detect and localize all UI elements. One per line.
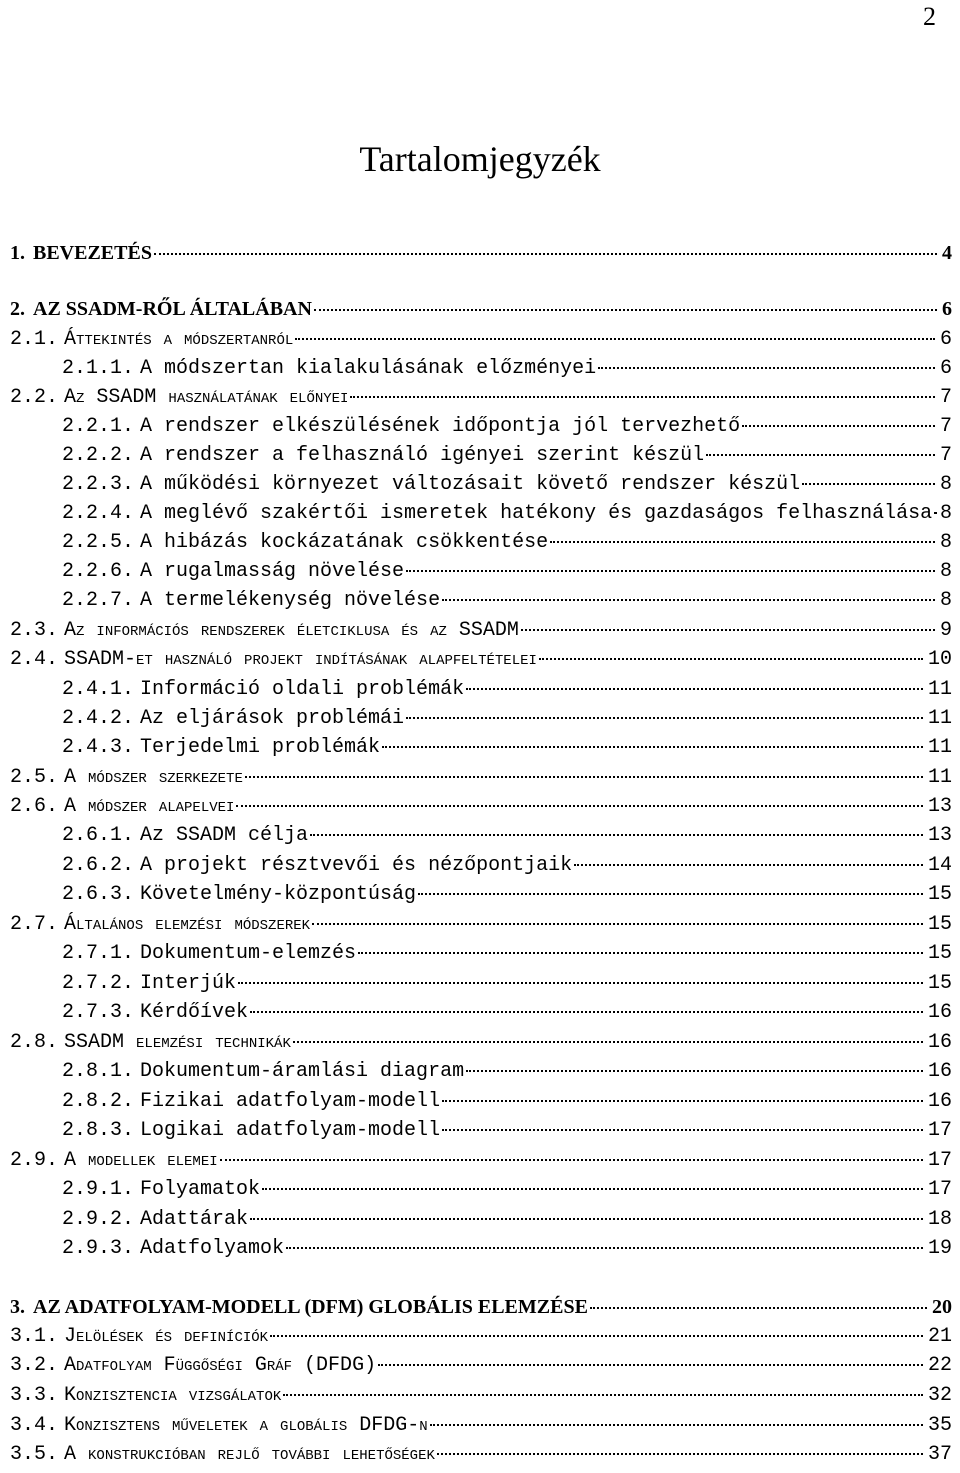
toc-entry-page: 6 xyxy=(939,328,952,351)
toc-entry[interactable] xyxy=(0,415,960,445)
toc-entry-number: 2.2.7. xyxy=(62,589,135,612)
toc-entry-page: 21 xyxy=(927,1325,952,1348)
toc-entry-title: Jelölések és definíciók xyxy=(64,1325,269,1348)
toc-entry[interactable] xyxy=(0,678,960,708)
toc-entry-page: 32 xyxy=(927,1384,952,1407)
toc-entry-title: A rendszer elkészülésének időpontja jól tervezhető xyxy=(140,415,741,438)
toc-entry[interactable] xyxy=(0,766,960,796)
toc-entry-page: 8 xyxy=(939,589,952,612)
toc-entry-page: 7 xyxy=(939,444,952,467)
toc-entry[interactable] xyxy=(0,502,960,532)
toc-entry-number: 2.7.1. xyxy=(62,942,135,965)
toc-entry[interactable] xyxy=(0,972,960,1002)
toc-entry[interactable] xyxy=(0,619,960,649)
toc-entry[interactable] xyxy=(0,473,960,503)
toc-dot-leader xyxy=(934,512,935,514)
toc-entry[interactable] xyxy=(0,1354,960,1384)
toc-entry-number: 3.3. xyxy=(10,1384,59,1407)
toc-entry-page: 19 xyxy=(927,1237,952,1260)
toc-dot-leader xyxy=(598,367,935,369)
toc-entry-title: Interjúk xyxy=(140,972,237,995)
toc-dot-leader xyxy=(574,864,923,866)
toc-entry-title: AZ SSADM-RŐL ÁLTALÁBAN xyxy=(33,298,312,320)
toc-entry-number: 3.4. xyxy=(10,1414,59,1437)
toc-entry-title: SSADM elemzési technikák xyxy=(64,1031,291,1054)
toc-entry-title: A módszertan kialakulásának előzményei xyxy=(140,357,597,380)
toc-entry-number: 2.1. xyxy=(10,328,59,351)
toc-entry-title: Az információs rendszerek életciklusa és az SSADM xyxy=(64,619,519,642)
toc-entry[interactable] xyxy=(0,1384,960,1414)
toc-entry-page: 11 xyxy=(927,766,952,789)
toc-entry-page: 37 xyxy=(927,1443,952,1466)
toc-entry[interactable] xyxy=(0,560,960,590)
toc-entry-title: Dokumentum-elemzés xyxy=(140,942,357,965)
toc-entry-number: 2.4.3. xyxy=(62,736,135,759)
toc-dot-leader xyxy=(262,1188,923,1190)
toc-entry-page: 15 xyxy=(927,972,952,995)
toc-entry[interactable] xyxy=(0,242,960,272)
toc-entry-title: Információ oldali problémák xyxy=(140,678,465,701)
toc-entry[interactable] xyxy=(0,913,960,943)
toc-entry[interactable] xyxy=(0,883,960,913)
toc-entry-title: A modellek elemei xyxy=(64,1149,218,1172)
toc-entry-page: 7 xyxy=(939,415,952,438)
toc-dot-leader xyxy=(238,982,923,984)
toc-entry-page: 11 xyxy=(927,736,952,759)
toc-dot-leader xyxy=(270,1335,923,1337)
toc-dot-leader xyxy=(442,1129,923,1131)
toc-entry-title: Terjedelmi problémák xyxy=(140,736,381,759)
toc-dot-leader xyxy=(539,658,923,660)
toc-entry-page: 14 xyxy=(927,854,952,877)
toc-entry-title: A termelékenység növelése xyxy=(140,589,441,612)
toc-entry[interactable] xyxy=(0,589,960,619)
toc-entry-number: 2.4. xyxy=(10,648,59,671)
toc-entry-page: 16 xyxy=(927,1001,952,1024)
toc-entry-page: 17 xyxy=(927,1149,952,1172)
toc-entry-title: A hibázás kockázatának csökkentése xyxy=(140,531,549,554)
page-title: Tartalomjegyzék xyxy=(359,139,601,179)
toc-entry-title: A rugalmasság növelése xyxy=(140,560,405,583)
toc-entry-number: 3.2. xyxy=(10,1354,59,1377)
toc-entry[interactable] xyxy=(0,1001,960,1031)
toc-entry-number: 2.9.1. xyxy=(62,1178,135,1201)
toc-entry-number: 2.4.1. xyxy=(62,678,135,701)
toc-entry[interactable] xyxy=(0,795,960,825)
toc-entry-page: 15 xyxy=(927,942,952,965)
toc-entry[interactable] xyxy=(0,444,960,474)
page-number: 2 xyxy=(923,2,936,31)
toc-entry-number: 2.8. xyxy=(10,1031,59,1054)
toc-entry-page: 6 xyxy=(942,298,952,320)
toc-entry-number: 2.2.2. xyxy=(62,444,135,467)
toc-entry-page: 7 xyxy=(939,386,952,409)
toc-dot-leader xyxy=(283,1394,923,1396)
toc-entry-number: 2.7. xyxy=(10,913,59,936)
toc-entry-number: 2.6. xyxy=(10,795,59,818)
toc-entry[interactable] xyxy=(0,531,960,561)
toc-entry-number: 2.9.3. xyxy=(62,1237,135,1260)
toc-dot-leader xyxy=(406,570,935,572)
toc-entry-title: Konzisztens műveletek a globális DFDG-n xyxy=(64,1414,428,1437)
toc-entry[interactable] xyxy=(0,1031,960,1061)
toc-entry-page: 13 xyxy=(927,795,952,818)
toc-entry-page: 35 xyxy=(927,1414,952,1437)
toc-entry-page: 6 xyxy=(939,357,952,380)
toc-entry-number: 2.2.1. xyxy=(62,415,135,438)
toc-dot-leader xyxy=(250,1218,923,1220)
toc-entry-number: 2.2.6. xyxy=(62,560,135,583)
toc-entry[interactable] xyxy=(0,298,960,328)
toc-entry-number: 2.4.2. xyxy=(62,707,135,730)
toc-entry-title: AZ ADATFOLYAM-MODELL (DFM) GLOBÁLIS ELEMZÉSE xyxy=(33,1296,588,1318)
toc-entry-title: Dokumentum-áramlási diagram xyxy=(140,1060,465,1083)
toc-dot-leader xyxy=(358,952,923,954)
toc-entry-number: 2. xyxy=(10,298,25,320)
toc-entry-title: A rendszer a felhasználó igényei szerint készül xyxy=(140,444,705,467)
toc-dot-leader xyxy=(550,541,935,543)
toc-entry-page: 8 xyxy=(939,473,952,496)
toc-entry[interactable] xyxy=(0,1149,960,1179)
toc-entry-title: A módszer alapelvei xyxy=(64,795,235,818)
toc-entry-number: 2.6.3. xyxy=(62,883,135,906)
toc-entry-page: 15 xyxy=(927,883,952,906)
toc-entry-number: 2.2.5. xyxy=(62,531,135,554)
toc-entry-title: SSADM-et használó projekt indításának alapfeltételei xyxy=(64,648,537,671)
toc-entry-page: 10 xyxy=(927,648,952,671)
toc-entry[interactable] xyxy=(0,1178,960,1208)
toc-entry[interactable] xyxy=(0,1443,960,1473)
toc-entry-page: 15 xyxy=(927,913,952,936)
toc-entry-title: A működési környezet változásait követő rendszer készül xyxy=(140,473,801,496)
toc-dot-leader xyxy=(378,1364,923,1366)
toc-entry-title: Az SSADM használatának előnyei xyxy=(64,386,349,409)
toc-entry-number: 2.1.1. xyxy=(62,357,135,380)
toc-dot-leader xyxy=(286,1247,923,1249)
toc-entry[interactable] xyxy=(0,1237,960,1267)
toc-entry-number: 2.6.1. xyxy=(62,824,135,847)
toc-entry-page: 18 xyxy=(927,1208,952,1231)
toc-entry-page: 16 xyxy=(927,1031,952,1054)
toc-entry-page: 13 xyxy=(927,824,952,847)
toc-entry-page: 11 xyxy=(927,707,952,730)
toc-entry[interactable] xyxy=(0,1060,960,1090)
toc-dot-leader xyxy=(154,253,937,255)
toc-entry-number: 2.2. xyxy=(10,386,59,409)
toc-entry-page: 8 xyxy=(939,531,952,554)
toc-dot-leader xyxy=(442,599,935,601)
toc-entry[interactable] xyxy=(0,854,960,884)
toc-dot-leader xyxy=(314,309,937,311)
toc-entry-title: Logikai adatfolyam-modell xyxy=(140,1119,441,1142)
toc-entry-page: 8 xyxy=(939,502,952,525)
toc-dot-leader xyxy=(437,1453,923,1455)
toc-dot-leader xyxy=(250,1011,923,1013)
toc-dot-leader xyxy=(742,425,935,427)
toc-entry-title: A projekt résztvevői és nézőpontjaik xyxy=(140,854,573,877)
toc-dot-leader xyxy=(312,923,923,925)
toc-entry-number: 1. xyxy=(10,242,25,264)
toc-entry-title: Követelmény-központúság xyxy=(140,883,417,906)
toc-entry-page: 11 xyxy=(927,678,952,701)
toc-dot-leader xyxy=(430,1424,923,1426)
toc-entry-page: 9 xyxy=(939,619,952,642)
toc-entry-title: Kérdőívek xyxy=(140,1001,249,1024)
toc-entry-page: 22 xyxy=(927,1354,952,1377)
toc-entry[interactable] xyxy=(0,942,960,972)
toc-dot-leader xyxy=(236,805,923,807)
toc-dot-leader xyxy=(220,1159,923,1161)
toc-entry-number: 2.8.3. xyxy=(62,1119,135,1142)
toc-entry-title: Adattárak xyxy=(140,1208,249,1231)
toc-entry-number: 2.9.2. xyxy=(62,1208,135,1231)
toc-dot-leader xyxy=(590,1307,927,1309)
toc-entry-page: 16 xyxy=(927,1090,952,1113)
toc-entry[interactable] xyxy=(0,386,960,416)
toc-entry-title: A módszer szerkezete xyxy=(64,766,243,789)
toc-dot-leader xyxy=(466,688,923,690)
toc-entry-page: 17 xyxy=(927,1178,952,1201)
toc-entry[interactable] xyxy=(0,648,960,678)
toc-entry-title: Áttekintés a módszertanról xyxy=(64,328,294,351)
toc-dot-leader xyxy=(418,893,923,895)
toc-entry-number: 2.7.3. xyxy=(62,1001,135,1024)
toc-entry-number: 2.8.2. xyxy=(62,1090,135,1113)
toc-entry-title: BEVEZETÉS xyxy=(33,242,152,264)
toc-entry-number: 2.3. xyxy=(10,619,59,642)
toc-dot-leader xyxy=(466,1070,923,1072)
toc-entry-title: Adatfolyamok xyxy=(140,1237,285,1260)
toc-entry[interactable] xyxy=(0,1296,960,1326)
toc-dot-leader xyxy=(706,454,935,456)
toc-entry-number: 2.2.3. xyxy=(62,473,135,496)
toc-dot-leader xyxy=(295,338,935,340)
toc-entry-page: 17 xyxy=(927,1119,952,1142)
toc-dot-leader xyxy=(293,1041,923,1043)
toc-entry[interactable] xyxy=(0,1325,960,1355)
toc-entry[interactable] xyxy=(0,707,960,737)
toc-entry-number: 2.6.2. xyxy=(62,854,135,877)
toc-entry[interactable] xyxy=(0,1414,960,1444)
toc-entry-number: 2.7.2. xyxy=(62,972,135,995)
toc-entry[interactable] xyxy=(0,824,960,854)
toc-entry[interactable] xyxy=(0,357,960,387)
toc-entry[interactable] xyxy=(0,328,960,358)
toc-entry-page: 4 xyxy=(942,242,952,264)
toc-entry-title: Általános elemzési módszerek xyxy=(64,913,311,936)
toc-entry[interactable] xyxy=(0,1208,960,1238)
toc-entry-number: 3. xyxy=(10,1296,25,1318)
toc-entry-title: Fizikai adatfolyam-modell xyxy=(140,1090,441,1113)
toc-entry-number: 2.8.1. xyxy=(62,1060,135,1083)
toc-entry-number: 2.5. xyxy=(10,766,59,789)
toc-entry[interactable] xyxy=(0,736,960,766)
toc-entry-title: A konstrukcióban rejlő további lehetőségek xyxy=(64,1443,435,1466)
toc-dot-leader xyxy=(521,629,935,631)
toc-dot-leader xyxy=(442,1100,923,1102)
toc-entry-number: 2.9. xyxy=(10,1149,59,1172)
toc-entry-number: 3.1. xyxy=(10,1325,59,1348)
toc-entry-title: Folyamatok xyxy=(140,1178,261,1201)
toc-dot-leader xyxy=(382,746,923,748)
toc-entry-page: 16 xyxy=(927,1060,952,1083)
toc-dot-leader xyxy=(802,483,935,485)
toc-entry[interactable] xyxy=(0,1090,960,1120)
toc-entry-page: 20 xyxy=(932,1296,952,1318)
toc-entry-title: Adatfolyam Függőségi Gráf (DFDG) xyxy=(64,1354,377,1377)
toc-entry-title: Az eljárások problémái xyxy=(140,707,405,730)
toc-dot-leader xyxy=(406,717,923,719)
toc-entry-title: A meglévő szakértői ismeretek hatékony és gazdaságos felhasználása xyxy=(140,502,933,525)
toc-dot-leader xyxy=(245,776,923,778)
toc-entry-page: 8 xyxy=(939,560,952,583)
toc-entry-number: 2.2.4. xyxy=(62,502,135,525)
toc-entry-title: Konzisztencia vizsgálatok xyxy=(64,1384,282,1407)
toc-dot-leader xyxy=(310,834,923,836)
toc-entry-title: Az SSADM célja xyxy=(140,824,309,847)
toc-entry-number: 3.5. xyxy=(10,1443,59,1466)
toc-entry[interactable] xyxy=(0,1119,960,1149)
toc-dot-leader xyxy=(350,396,935,398)
